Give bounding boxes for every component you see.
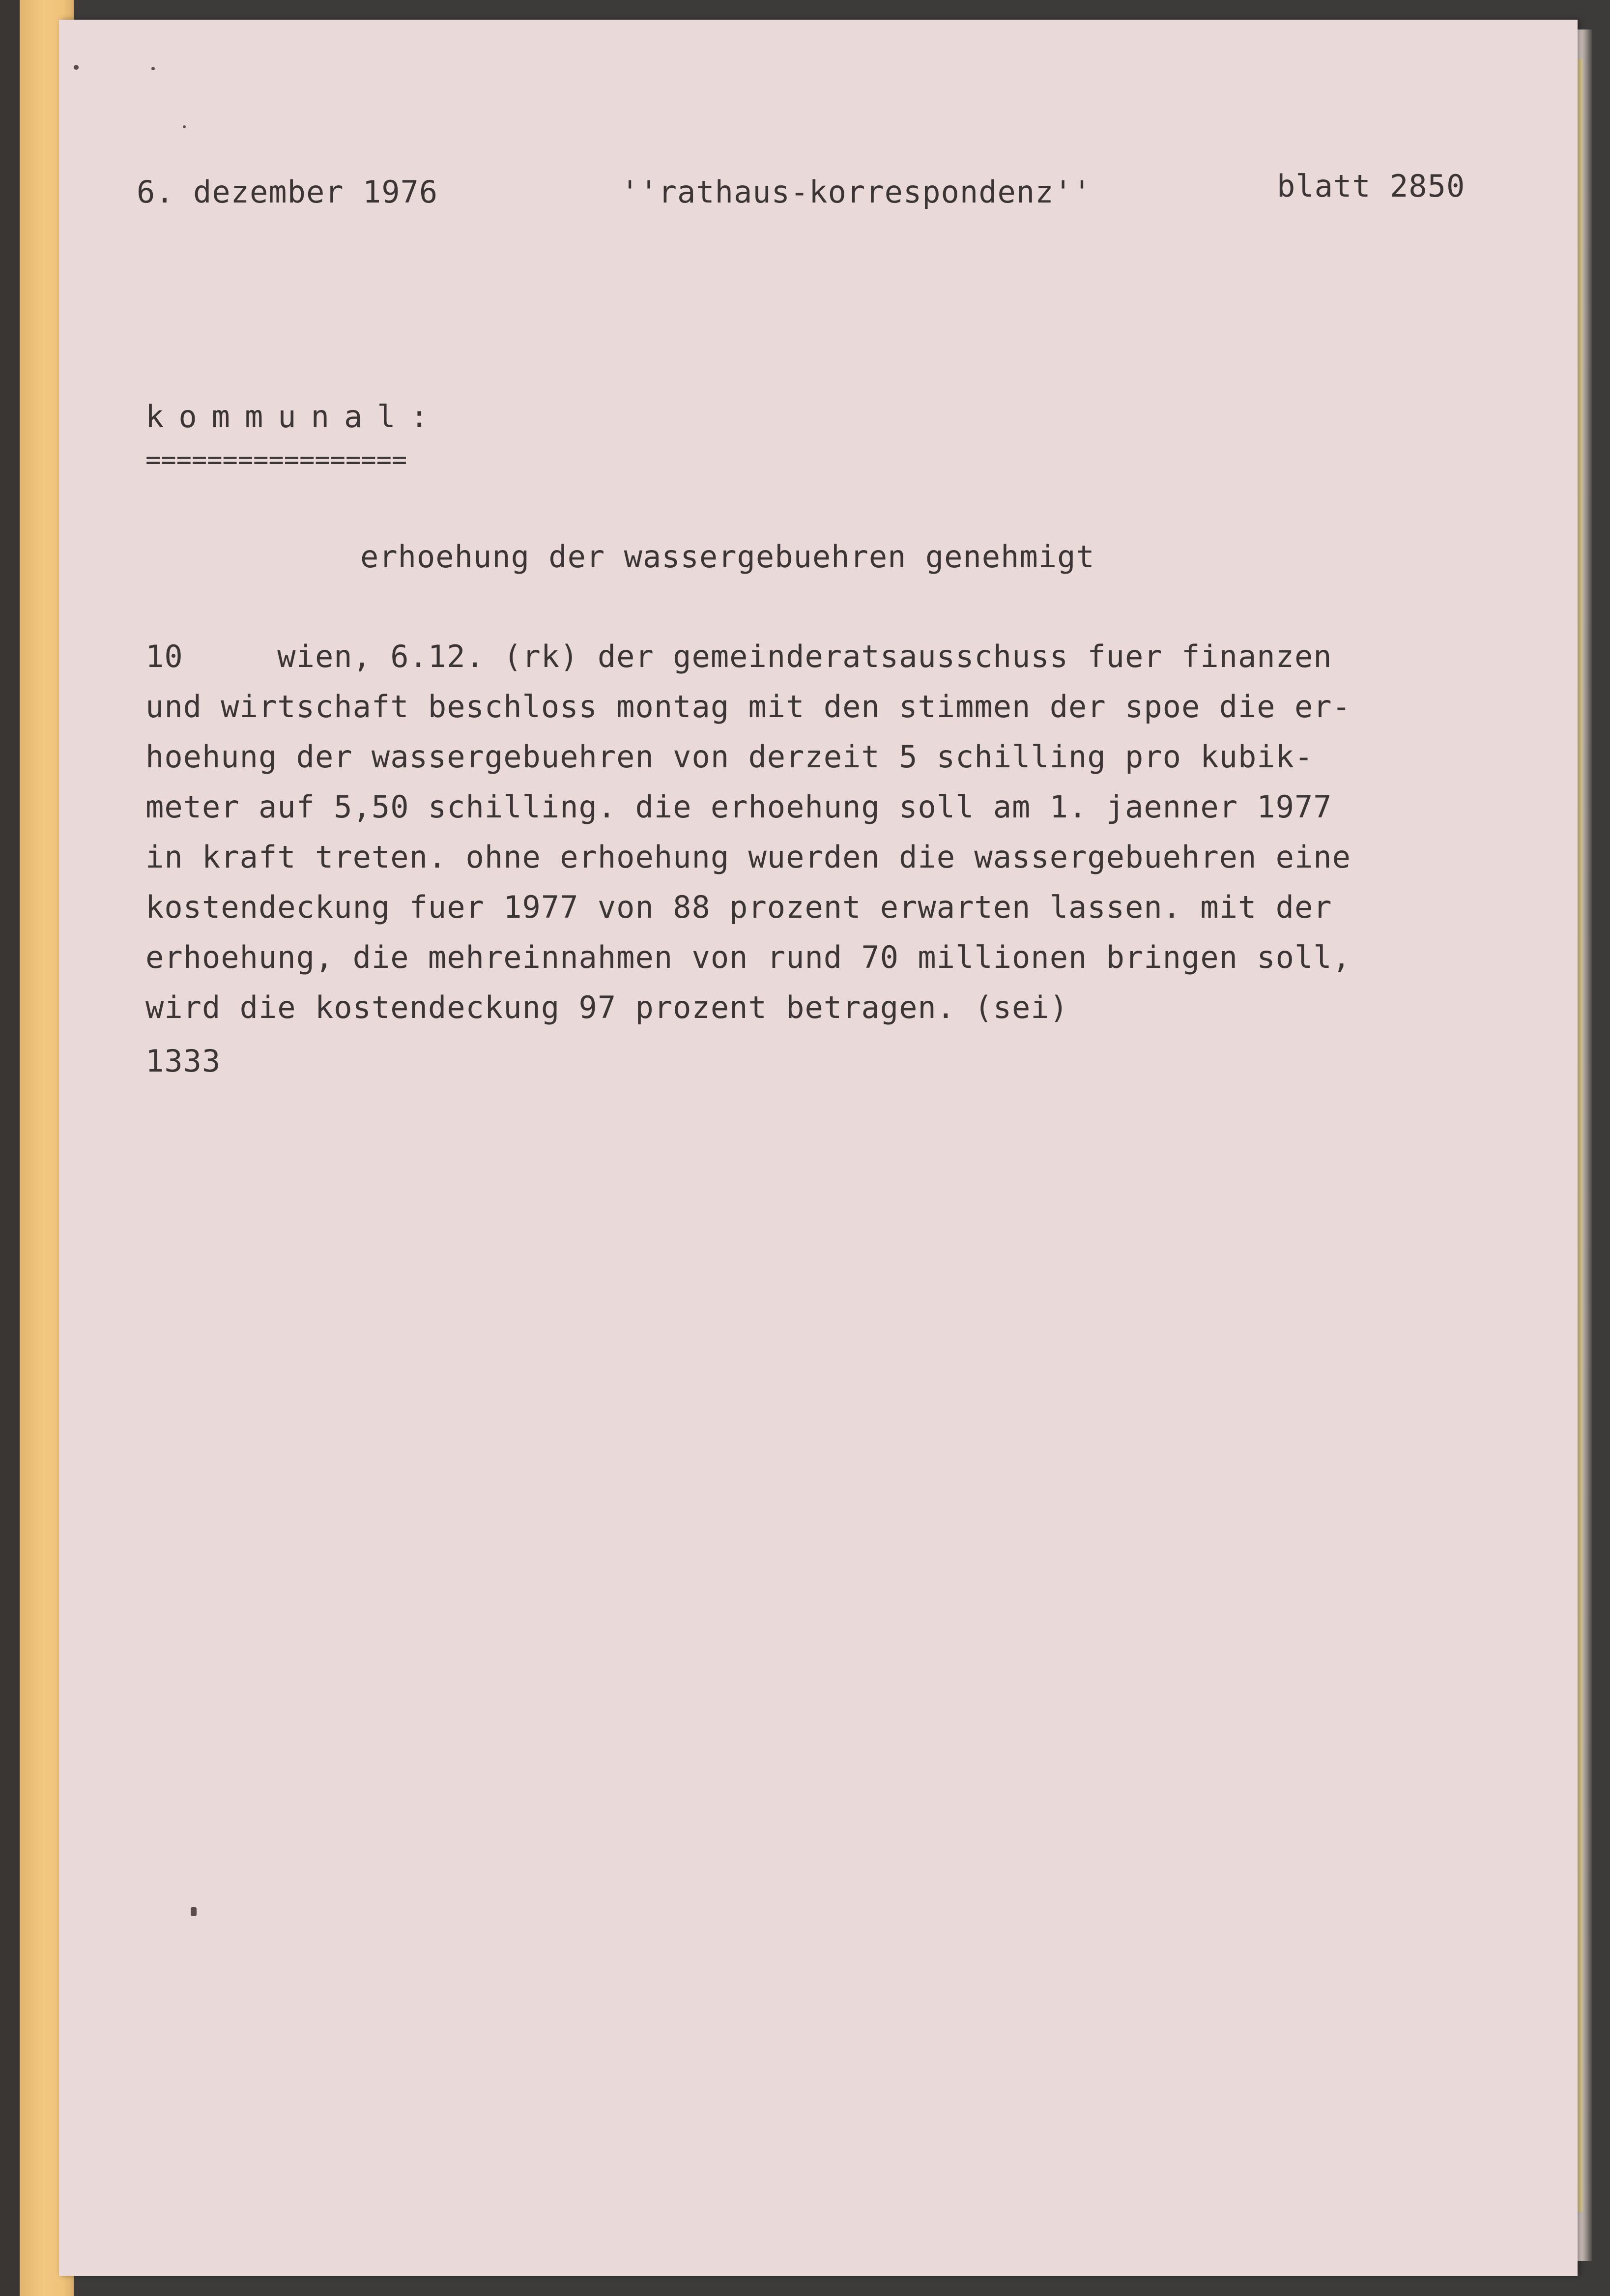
paper-speck bbox=[191, 1907, 197, 1916]
document-date: 6. dezember 1976 bbox=[137, 174, 438, 210]
paper-speck bbox=[183, 125, 186, 128]
article-body-line: 10 wien, 6.12. (rk) der gemeinderatsausschuss fuer finanzen bbox=[145, 639, 1332, 674]
article-body-line: und wirtschaft beschloss montag mit den stimmen der spoe die er- bbox=[145, 689, 1351, 725]
article-body-line: in kraft treten. ohne erhoehung wuerden die wassergebuehren eine bbox=[145, 839, 1351, 875]
section-label: kommunal: bbox=[145, 399, 443, 435]
article-body-line: kostendeckung fuer 1977 von 88 prozent erwarten lassen. mit der bbox=[145, 889, 1332, 925]
document-page bbox=[59, 20, 1578, 2276]
article-body-line: meter auf 5,50 schilling. die erhoehung soll am 1. jaenner 1977 bbox=[145, 789, 1332, 825]
sheet-number: blatt 2850 bbox=[1277, 168, 1466, 204]
publication-name: ''rathaus-korrespondenz'' bbox=[621, 174, 1092, 210]
article-body-line: wird die kostendeckung 97 prozent betragen. (sei) bbox=[145, 989, 1069, 1025]
section-underline: ================= bbox=[145, 445, 407, 475]
closing-code: 1333 bbox=[145, 1043, 221, 1079]
article-body-line: erhoehung, die mehreinnahmen von rund 70 millionen bringen soll, bbox=[145, 939, 1351, 975]
article-body-line: hoehung der wassergebuehren von derzeit 5 schilling pro kubik- bbox=[145, 739, 1314, 775]
paper-speck bbox=[74, 65, 79, 70]
paper-speck bbox=[151, 67, 155, 70]
article-headline: erhoehung der wassergebuehren genehmigt bbox=[360, 539, 1095, 575]
